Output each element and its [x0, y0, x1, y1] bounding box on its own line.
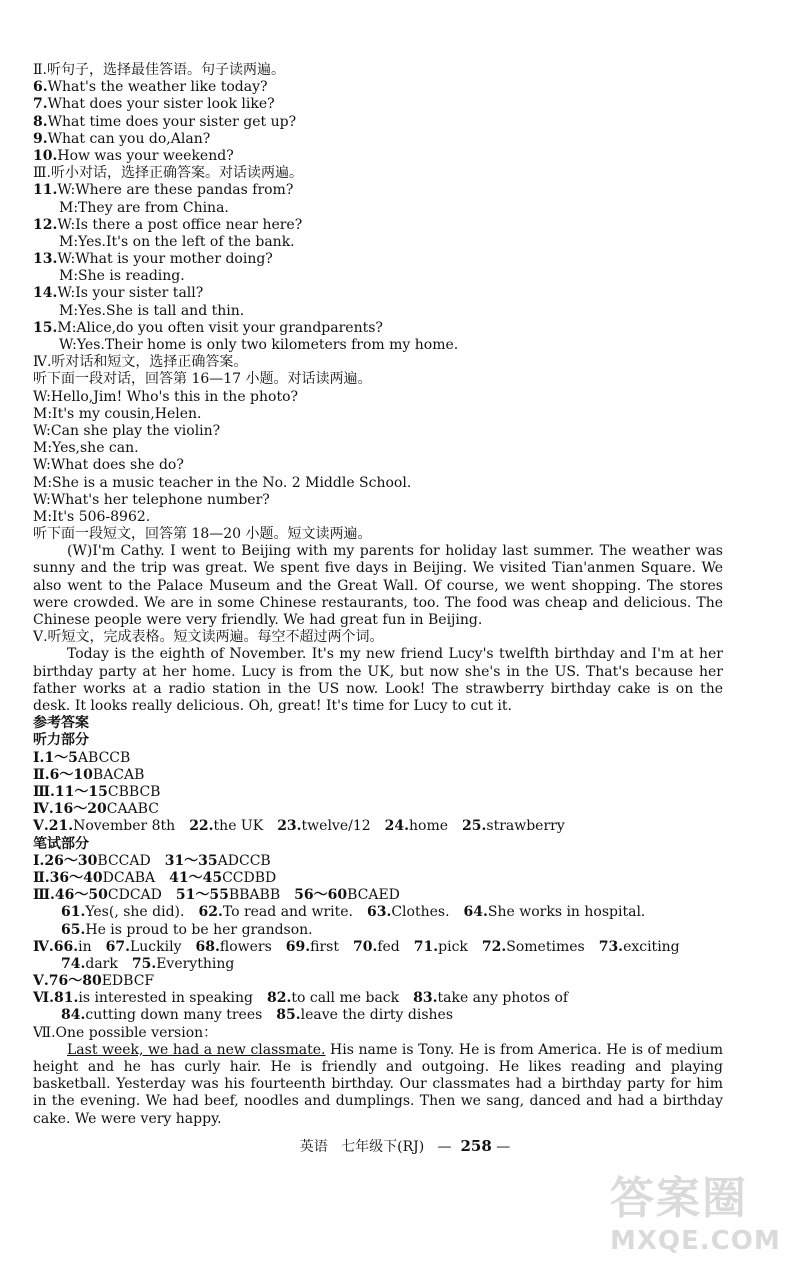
answer-value: November 8th — [73, 818, 176, 835]
answer-item — [33, 818, 175, 834]
answer-value: fed — [377, 938, 400, 955]
answer-item — [106, 939, 182, 955]
answer-value: the UK — [213, 818, 264, 835]
dialog-answer-line: M:She is reading. — [59, 268, 185, 285]
answer-value: CAABC — [106, 801, 159, 818]
answer-value: ADCCB — [217, 852, 271, 869]
answer-value: pick — [438, 938, 468, 955]
answer-number: Ⅱ.36～40 — [33, 869, 103, 886]
answer-number: 51～55 — [175, 887, 229, 904]
answer-value: strawberry — [486, 818, 565, 835]
answer-item — [414, 939, 468, 955]
dialog-line: M:She is a music teacher in the No. 2 Middle School. — [33, 474, 412, 491]
answer-item — [33, 887, 162, 903]
answer-value: DCABA — [102, 869, 156, 886]
question-number: 9. — [33, 130, 48, 147]
answer-value: Everything — [156, 955, 235, 972]
dialog-line: M:It's 506-8962. — [33, 508, 151, 525]
answer-item — [169, 870, 276, 886]
answer-number: 24. — [384, 818, 410, 835]
answer-value: to call me back — [291, 990, 400, 1007]
answer-number: 84. — [61, 1007, 86, 1024]
question-number: 11. — [33, 182, 58, 199]
answer-number: Ⅳ.66. — [33, 938, 79, 955]
answer-number: 85. — [276, 1007, 301, 1024]
answer-item — [462, 818, 565, 834]
question-line — [33, 131, 723, 148]
section-5-passage: Today is the eighth of November. It's my new friend Lucy's twelfth birthday and I'm at her birthday party at her home. Lucy is from the UK, but now she's in the US. That's because her father works at a radio station in the US now. Look! The strawberry birthday cake is on the desk. It looks really delicious. Oh, great! It's time for Lucy to cut it. — [33, 646, 723, 715]
answer-value: flowers — [219, 938, 272, 955]
answer-page — [33, 62, 723, 1128]
answer-item — [367, 904, 450, 920]
answer-value: Clothes. — [391, 904, 450, 921]
answer-number: Ⅳ.16～20 — [33, 801, 107, 818]
answer-number: Ⅴ.21. — [33, 818, 74, 835]
dialog-question-line — [33, 251, 723, 268]
writing-answers-title: 笔试部分 — [33, 835, 89, 852]
answer-item — [196, 939, 272, 955]
dialog-question-line — [33, 320, 723, 337]
section-4-title: Ⅳ.听对话和短文，选择正确答案。 — [33, 354, 248, 371]
listening-answers — [33, 750, 723, 836]
answer-number: 70. — [352, 938, 378, 955]
answer-item — [353, 939, 400, 955]
answer-value: Sometimes — [506, 938, 585, 955]
answer-item — [33, 939, 92, 955]
footer-subject: 英语 — [299, 1139, 328, 1155]
answer-value: home — [409, 818, 449, 835]
answer-value: CDCAD — [107, 887, 162, 904]
answer-number: 83. — [413, 990, 438, 1007]
answer-item — [61, 904, 184, 920]
answer-number: Ⅰ.1～5 — [33, 749, 78, 766]
dialog-line: W:Hello,Jim! Who's this in the photo? — [33, 388, 299, 405]
composition-rest: His name is Tony. He is from America. He is of medium height and he has curly hair. He is friendly and outgoing. He likes reading and playing basketball. Yesterday was his fourteenth birthday. Our classmates had a birthday party for him in the evening. We had beef, noodles and dumplings. Then we sang, danced and had a birthday cake. We were very happy. — [33, 1041, 723, 1127]
dialog-answer-line: W:Yes.Their home is only two kilometers from my home. — [59, 337, 459, 353]
answer-number: Ⅱ.6～10 — [33, 766, 93, 783]
answer-number: Ⅰ.26～30 — [33, 852, 98, 869]
answer-item — [176, 887, 280, 903]
answer-row — [33, 1007, 723, 1024]
answer-number: Ⅴ.76～80 — [33, 973, 102, 990]
answer-item — [276, 1007, 453, 1023]
answer-item — [482, 939, 585, 955]
answer-number: 82. — [267, 990, 292, 1007]
watermark-bottom: MXQE.COM — [610, 1226, 781, 1256]
answer-row — [33, 904, 723, 921]
answer-row — [33, 922, 723, 939]
question-text: How was your weekend? — [57, 147, 234, 164]
dialog-line: W:Can she play the violin? — [33, 422, 221, 439]
answer-value: exciting — [623, 938, 680, 955]
answer-value: She works in hospital. — [487, 904, 646, 921]
composition-underlined: Last week, we had a new classmate. — [67, 1041, 326, 1058]
answer-value: ABCCB — [77, 749, 131, 766]
answer-value: in — [78, 938, 92, 955]
question-number: 10. — [33, 147, 58, 164]
answer-number: 72. — [481, 938, 507, 955]
answer-item — [189, 818, 263, 834]
answer-number: 41～45 — [169, 869, 223, 886]
answer-item — [33, 870, 155, 886]
answer-row — [33, 990, 723, 1007]
dialog-line-q: W:Where are these pandas from? — [57, 182, 294, 199]
answer-number: 69. — [285, 938, 311, 955]
section-4-dialog-intro: 听下面一段对话，回答第 16—17 小题。对话读两遍。 — [33, 371, 372, 388]
answer-item — [277, 818, 370, 834]
answer-number: 31～35 — [164, 852, 218, 869]
answer-row — [33, 784, 723, 801]
composition-title: Ⅶ.One possible version： — [33, 1024, 218, 1041]
dialog-line: M:It's my cousin,Helen. — [33, 405, 202, 422]
answer-number: 73. — [598, 938, 624, 955]
dialog-question-line — [33, 217, 723, 234]
answer-value: CCDBD — [222, 869, 277, 886]
answer-number: 71. — [413, 938, 439, 955]
answer-value: BCAED — [347, 887, 400, 904]
dialog-line-q: W:Is your sister tall? — [57, 285, 204, 302]
footer-grade: 七年级下(RJ) — [341, 1139, 425, 1155]
answer-item — [267, 990, 399, 1006]
answer-item — [165, 853, 271, 869]
answer-number: 64. — [463, 904, 488, 921]
question-text: What time does your sister get up? — [47, 113, 297, 130]
dialog-question-line — [33, 285, 723, 302]
section-4-passage: (W)I'm Cathy. I went to Beijing with my parents for holiday last summer. The weather was sunny and the trip was great. We spent five days in Beijing. We visited Tian'anmen Square. We also went to the Palace Museum and the Great Wall. Of course, we went shopping. The stores were crowded. We are in some Chinese restaurants, too. The food was cheap and delicious. The Chinese people were very friendly. We had great fun in Beijing. — [33, 543, 723, 629]
watermark-top: 答案圈 — [610, 1173, 748, 1224]
listening-answers-title: 听力部分 — [33, 732, 89, 749]
dialog-line-q: W:What is your mother doing? — [57, 251, 273, 268]
question-line — [33, 79, 723, 96]
answer-number: 62. — [198, 904, 223, 921]
writing-answers — [33, 853, 723, 1025]
question-number: 15. — [33, 319, 58, 336]
answer-value: Luckily — [129, 938, 182, 955]
answer-number: Ⅲ.46～50 — [33, 887, 108, 904]
answer-number: 61. — [61, 904, 86, 921]
answer-value: BACAB — [92, 766, 145, 783]
question-number: 14. — [33, 285, 58, 302]
answer-row — [33, 956, 723, 973]
answer-value: Yes(, she did). — [85, 904, 185, 921]
answer-row — [33, 853, 723, 870]
dialog-answer-line: M:Yes.She is tall and thin. — [59, 302, 245, 319]
answer-value: BBABB — [228, 887, 281, 904]
answer-value: is interested in speaking — [78, 990, 254, 1007]
section-2-list — [33, 79, 723, 165]
dialog-answer-line: M:Yes.It's on the left of the bank. — [59, 233, 295, 250]
answer-number: 75. — [131, 955, 157, 972]
answer-item — [33, 784, 160, 800]
answer-item — [61, 922, 313, 938]
answer-number: 68. — [195, 938, 220, 955]
answer-value: take any photos of — [437, 990, 569, 1007]
dialog-line: W:What's her telephone number? — [33, 491, 270, 508]
composition-text — [33, 1042, 723, 1128]
page-number: 258 — [460, 1137, 492, 1155]
answer-value: cutting down many trees — [85, 1007, 263, 1024]
section-3-title: Ⅲ.听小对话，选择正确答案。对话读两遍。 — [33, 165, 303, 182]
dialog-question-line — [33, 182, 723, 199]
answer-number: 25. — [462, 818, 487, 835]
question-text: What does your sister look like? — [47, 96, 275, 113]
answer-row — [33, 818, 723, 835]
section-2-title: Ⅱ.听句子，选择最佳答语。句子读两遍。 — [33, 62, 285, 78]
answer-row — [33, 801, 723, 818]
answer-number: 22. — [189, 818, 214, 835]
answer-number: Ⅲ.11～15 — [33, 784, 108, 801]
answer-value: BCCAD — [97, 852, 151, 869]
dialog-line-q: M:Alice,do you often visit your grandparents? — [57, 319, 383, 336]
answer-item — [413, 990, 568, 1006]
question-text: What can you do,Alan? — [47, 130, 211, 147]
answer-item — [385, 818, 448, 834]
answer-number: 65. — [61, 921, 86, 938]
answer-item — [198, 904, 353, 920]
answers-title: 参考答案 — [33, 715, 89, 732]
answer-item — [132, 956, 234, 972]
dialog-answer-line: M:They are from China. — [59, 199, 229, 216]
answer-value: first — [310, 938, 339, 955]
question-line — [33, 114, 723, 131]
answer-row — [33, 939, 723, 956]
watermark-logo — [610, 1162, 790, 1262]
answer-value: leave the dirty dishes — [300, 1007, 454, 1024]
answer-item — [33, 990, 253, 1006]
answer-number: 56～60 — [294, 887, 348, 904]
answer-item — [599, 939, 680, 955]
answer-number: Ⅵ.81. — [33, 990, 79, 1007]
question-number: 12. — [33, 216, 58, 233]
question-line — [33, 96, 723, 113]
answer-row — [33, 767, 723, 784]
answer-value: To read and write. — [222, 904, 353, 921]
answer-value: CBBCB — [107, 784, 161, 801]
question-text: What's the weather like today? — [47, 79, 268, 96]
answer-row — [33, 870, 723, 887]
answer-number: 67. — [105, 938, 130, 955]
question-number: 8. — [33, 113, 48, 130]
answer-value: dark — [85, 955, 118, 972]
answer-item — [61, 1007, 262, 1023]
answer-row — [33, 973, 723, 990]
answer-value: EDBCF — [101, 973, 155, 990]
answer-item — [286, 939, 339, 955]
answer-row — [33, 887, 723, 904]
answer-item — [294, 887, 400, 903]
section-4-dialog — [33, 389, 723, 527]
question-line — [33, 148, 723, 165]
answer-number: 74. — [61, 955, 86, 972]
dialog-line: W:What does she do? — [33, 457, 184, 474]
question-number: 7. — [33, 96, 48, 113]
section-3-list — [33, 182, 723, 354]
section-5-title: Ⅴ.听短文，完成表格。短文读两遍。每空不超过两个词。 — [33, 629, 384, 646]
question-number: 13. — [33, 251, 58, 268]
answer-item — [464, 904, 646, 920]
page-footer: 英语 七年级下(RJ) — 258 — — [299, 1137, 511, 1155]
answer-item — [33, 750, 130, 766]
answer-value: twelve/12 — [301, 818, 371, 835]
answer-number: 23. — [277, 818, 302, 835]
answer-item — [33, 767, 144, 783]
question-number: 6. — [33, 79, 48, 96]
answer-row — [33, 750, 723, 767]
answer-item — [33, 853, 151, 869]
answer-number: 63. — [366, 904, 392, 921]
answer-item — [61, 956, 118, 972]
section-4-passage-intro: 听下面一段短文，回答第 18—20 小题。短文读两遍。 — [33, 526, 372, 543]
answer-value: He is proud to be her grandson. — [85, 921, 313, 938]
dialog-line-q: W:Is there a post office near here? — [57, 216, 303, 233]
dialog-line: M:Yes,she can. — [33, 440, 139, 457]
answer-item — [33, 801, 159, 817]
answer-item — [33, 973, 154, 989]
